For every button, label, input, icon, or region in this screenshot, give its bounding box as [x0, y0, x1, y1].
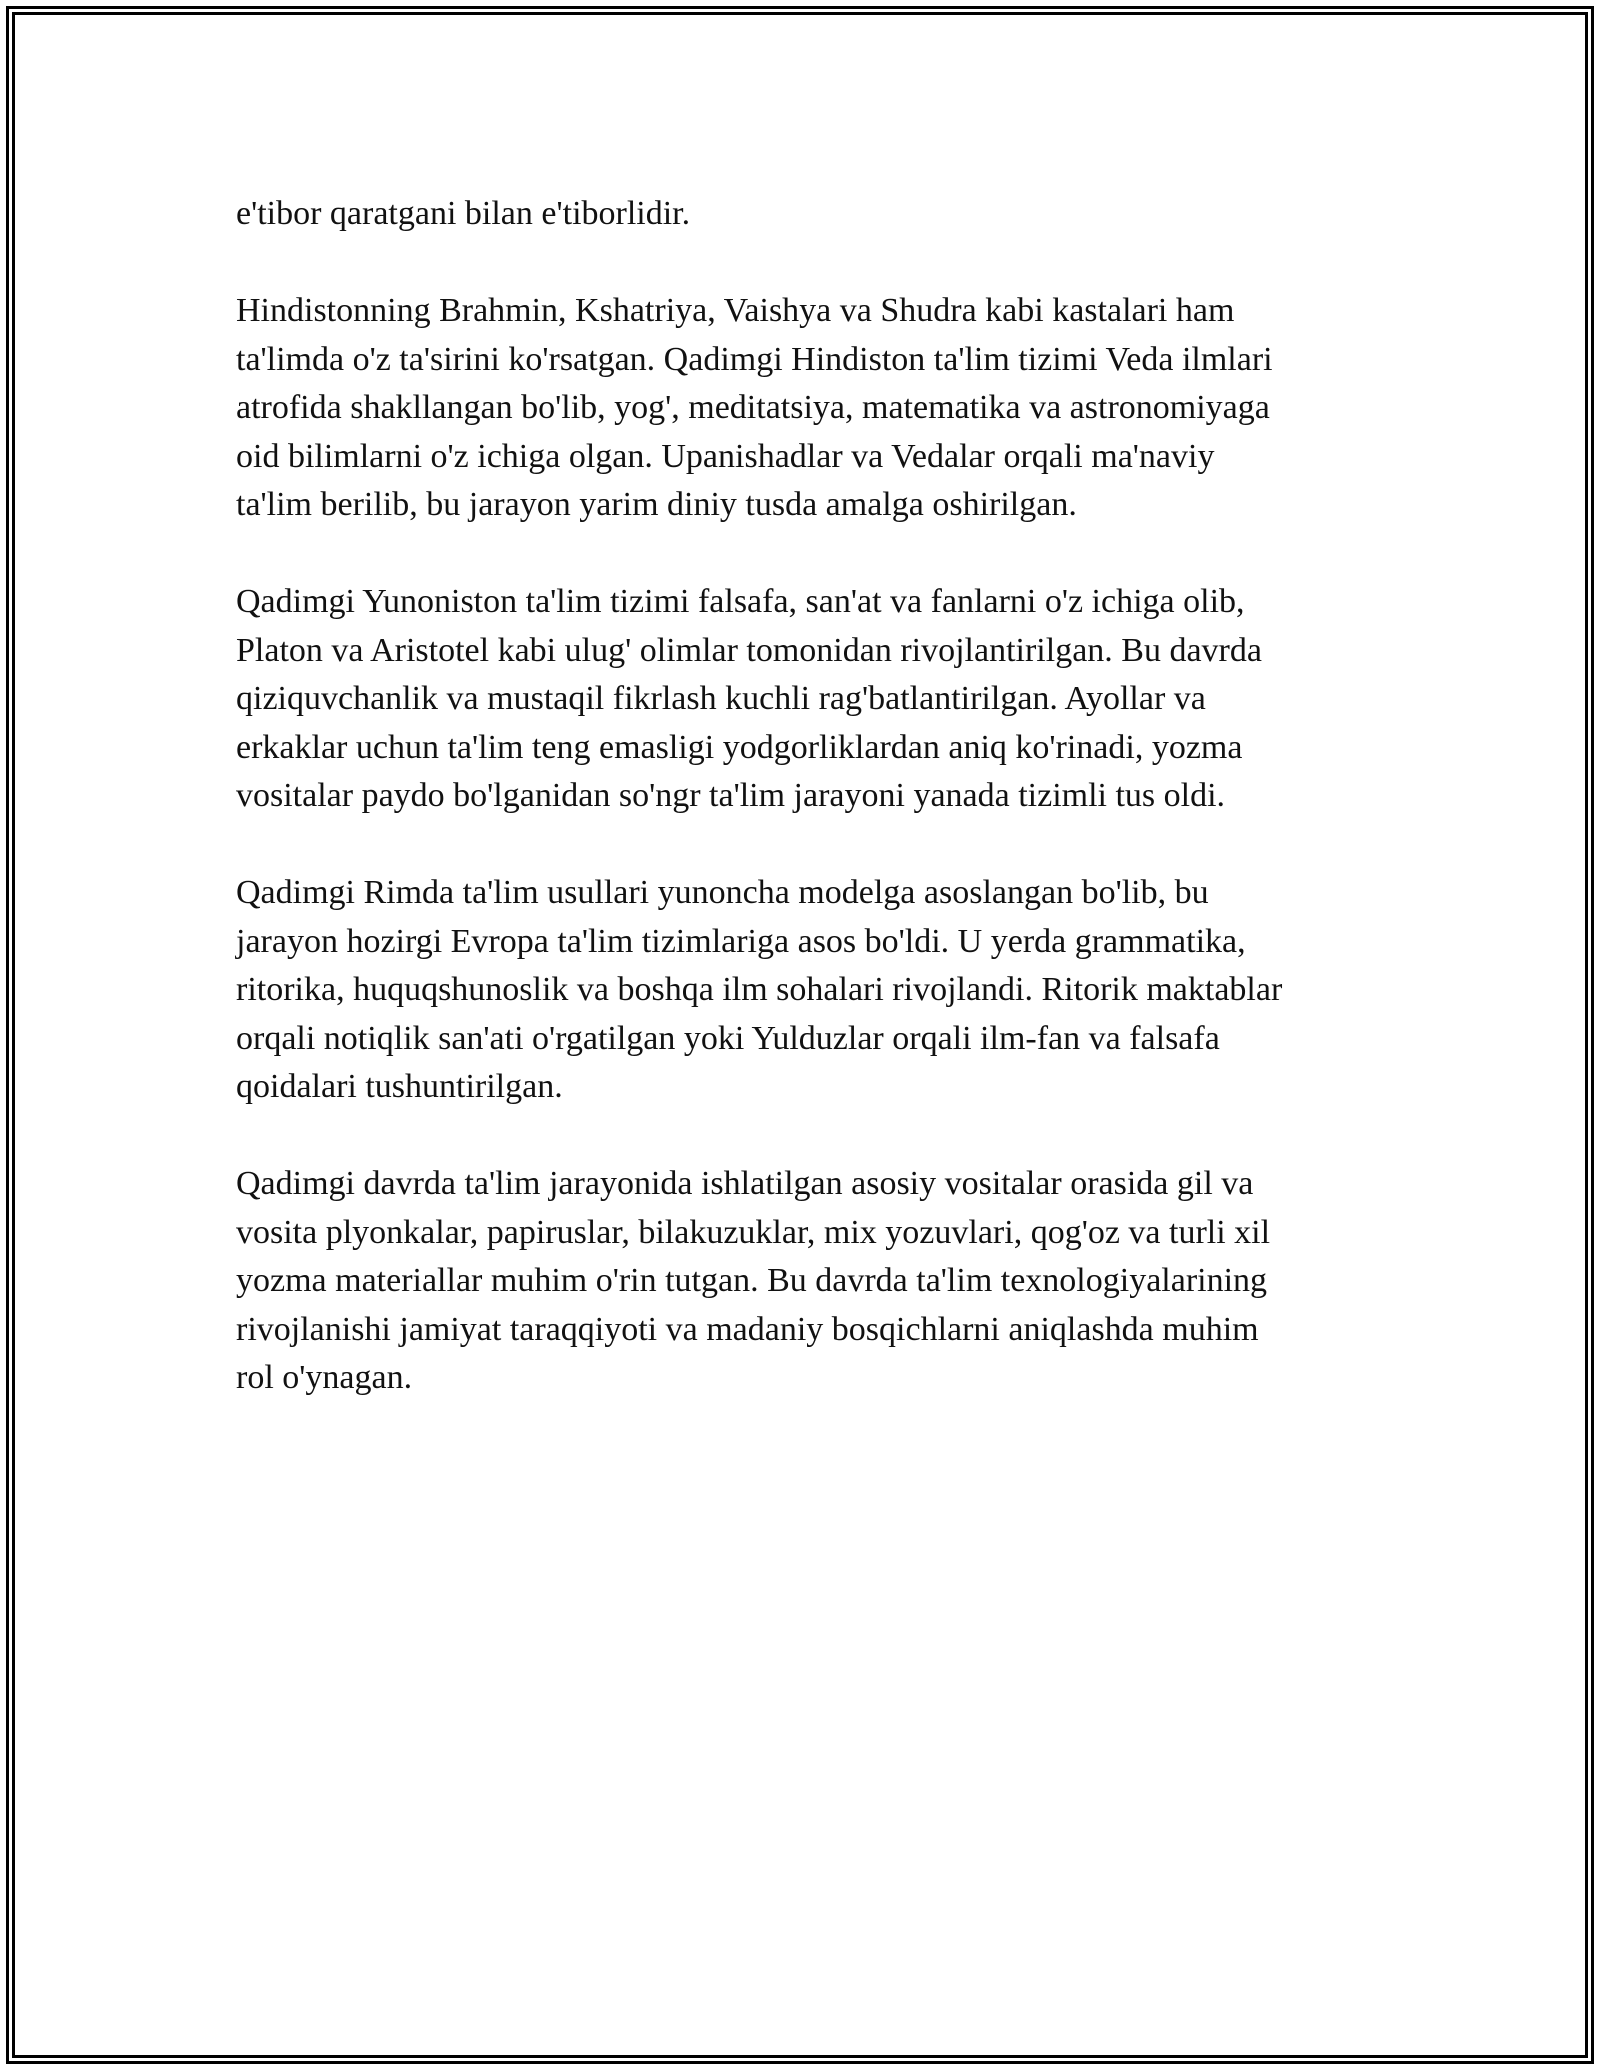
- text-line: rivojlanishi jamiyat taraqqiyoti va madaniy bosqichlarni aniqlashda muhim: [236, 1310, 1259, 1348]
- text-line: Hindistonning Brahmin, Kshatriya, Vaishya va Shudra kabi kastalari ham: [236, 292, 1235, 329]
- paragraph-3: [236, 578, 1376, 821]
- paragraph-1: [236, 190, 1376, 239]
- text-line: vositalar paydo bo'lganidan so'ngr ta'lim jarayoni yanada tizimli tus oldi.: [236, 777, 1226, 814]
- document-body: [236, 190, 1376, 1451]
- text-line: Qadimgi davrda ta'lim jarayonida ishlatilgan asosiy vositalar orasida gil va: [236, 1165, 1254, 1202]
- text-line: qiziquvchanlik va mustaqil fikrlash kuchli rag'batlantirilgan. Ayollar va: [236, 680, 1206, 717]
- text-line: ta'limda o'z ta'sirini ko'rsatgan. Qadimgi Hindiston ta'lim tizimi Veda ilmlari: [236, 340, 1273, 378]
- text-line: ta'lim berilib, bu jarayon yarim diniy tusda amalga oshirilgan.: [236, 486, 1077, 523]
- text-line: Qadimgi Rimda ta'lim usullari yunoncha modelga asoslangan bo'lib, bu: [236, 874, 1209, 911]
- text-line: Qadimgi Yunoniston ta'lim tizimi falsafa, san'at va fanlarni o'z ichiga olib,: [236, 583, 1245, 620]
- text-line: rol o'ynagan.: [236, 1359, 413, 1396]
- text-line: qoidalari tushuntirilgan.: [236, 1068, 563, 1105]
- text-line: yozma materiallar muhim o'rin tutgan. Bu davrda ta'lim texnologiyalarining: [236, 1262, 1268, 1299]
- text-line: atrofida shakllangan bo'lib, yog', meditatsiya, matematika va astronomiyaga: [236, 389, 1270, 426]
- text-line: erkaklar uchun ta'lim teng emasligi yodgorliklardan aniq ko'rinadi, yozma: [236, 728, 1243, 766]
- paragraph-5: [236, 1160, 1376, 1403]
- text-line: jarayon hozirgi Evropa ta'lim tizimlariga asos bo'ldi. U yerda grammatika,: [236, 922, 1246, 960]
- text-line: orqali notiqlik san'ati o'rgatilgan yoki Yulduzlar orqali ilm-fan va falsafa: [236, 1019, 1220, 1057]
- text-line: e'tibor qaratgani bilan e'tiborlidir.: [236, 195, 691, 232]
- paragraph-4: [236, 869, 1376, 1112]
- text-line: Platon va Aristotel kabi ulug' olimlar tomonidan rivojlantirilgan. Bu davrda: [236, 631, 1262, 669]
- paragraph-2: [236, 287, 1376, 530]
- text-line: ritorika, huquqshunoslik va boshqa ilm sohalari rivojlandi. Ritorik maktablar: [236, 971, 1283, 1008]
- text-line: oid bilimlarni o'z ichiga olgan. Upanishadlar va Vedalar orqali ma'naviy: [236, 437, 1215, 475]
- text-line: vosita plyonkalar, papiruslar, bilakuzuklar, mix yozuvlari, qog'oz va turli xil: [236, 1213, 1271, 1251]
